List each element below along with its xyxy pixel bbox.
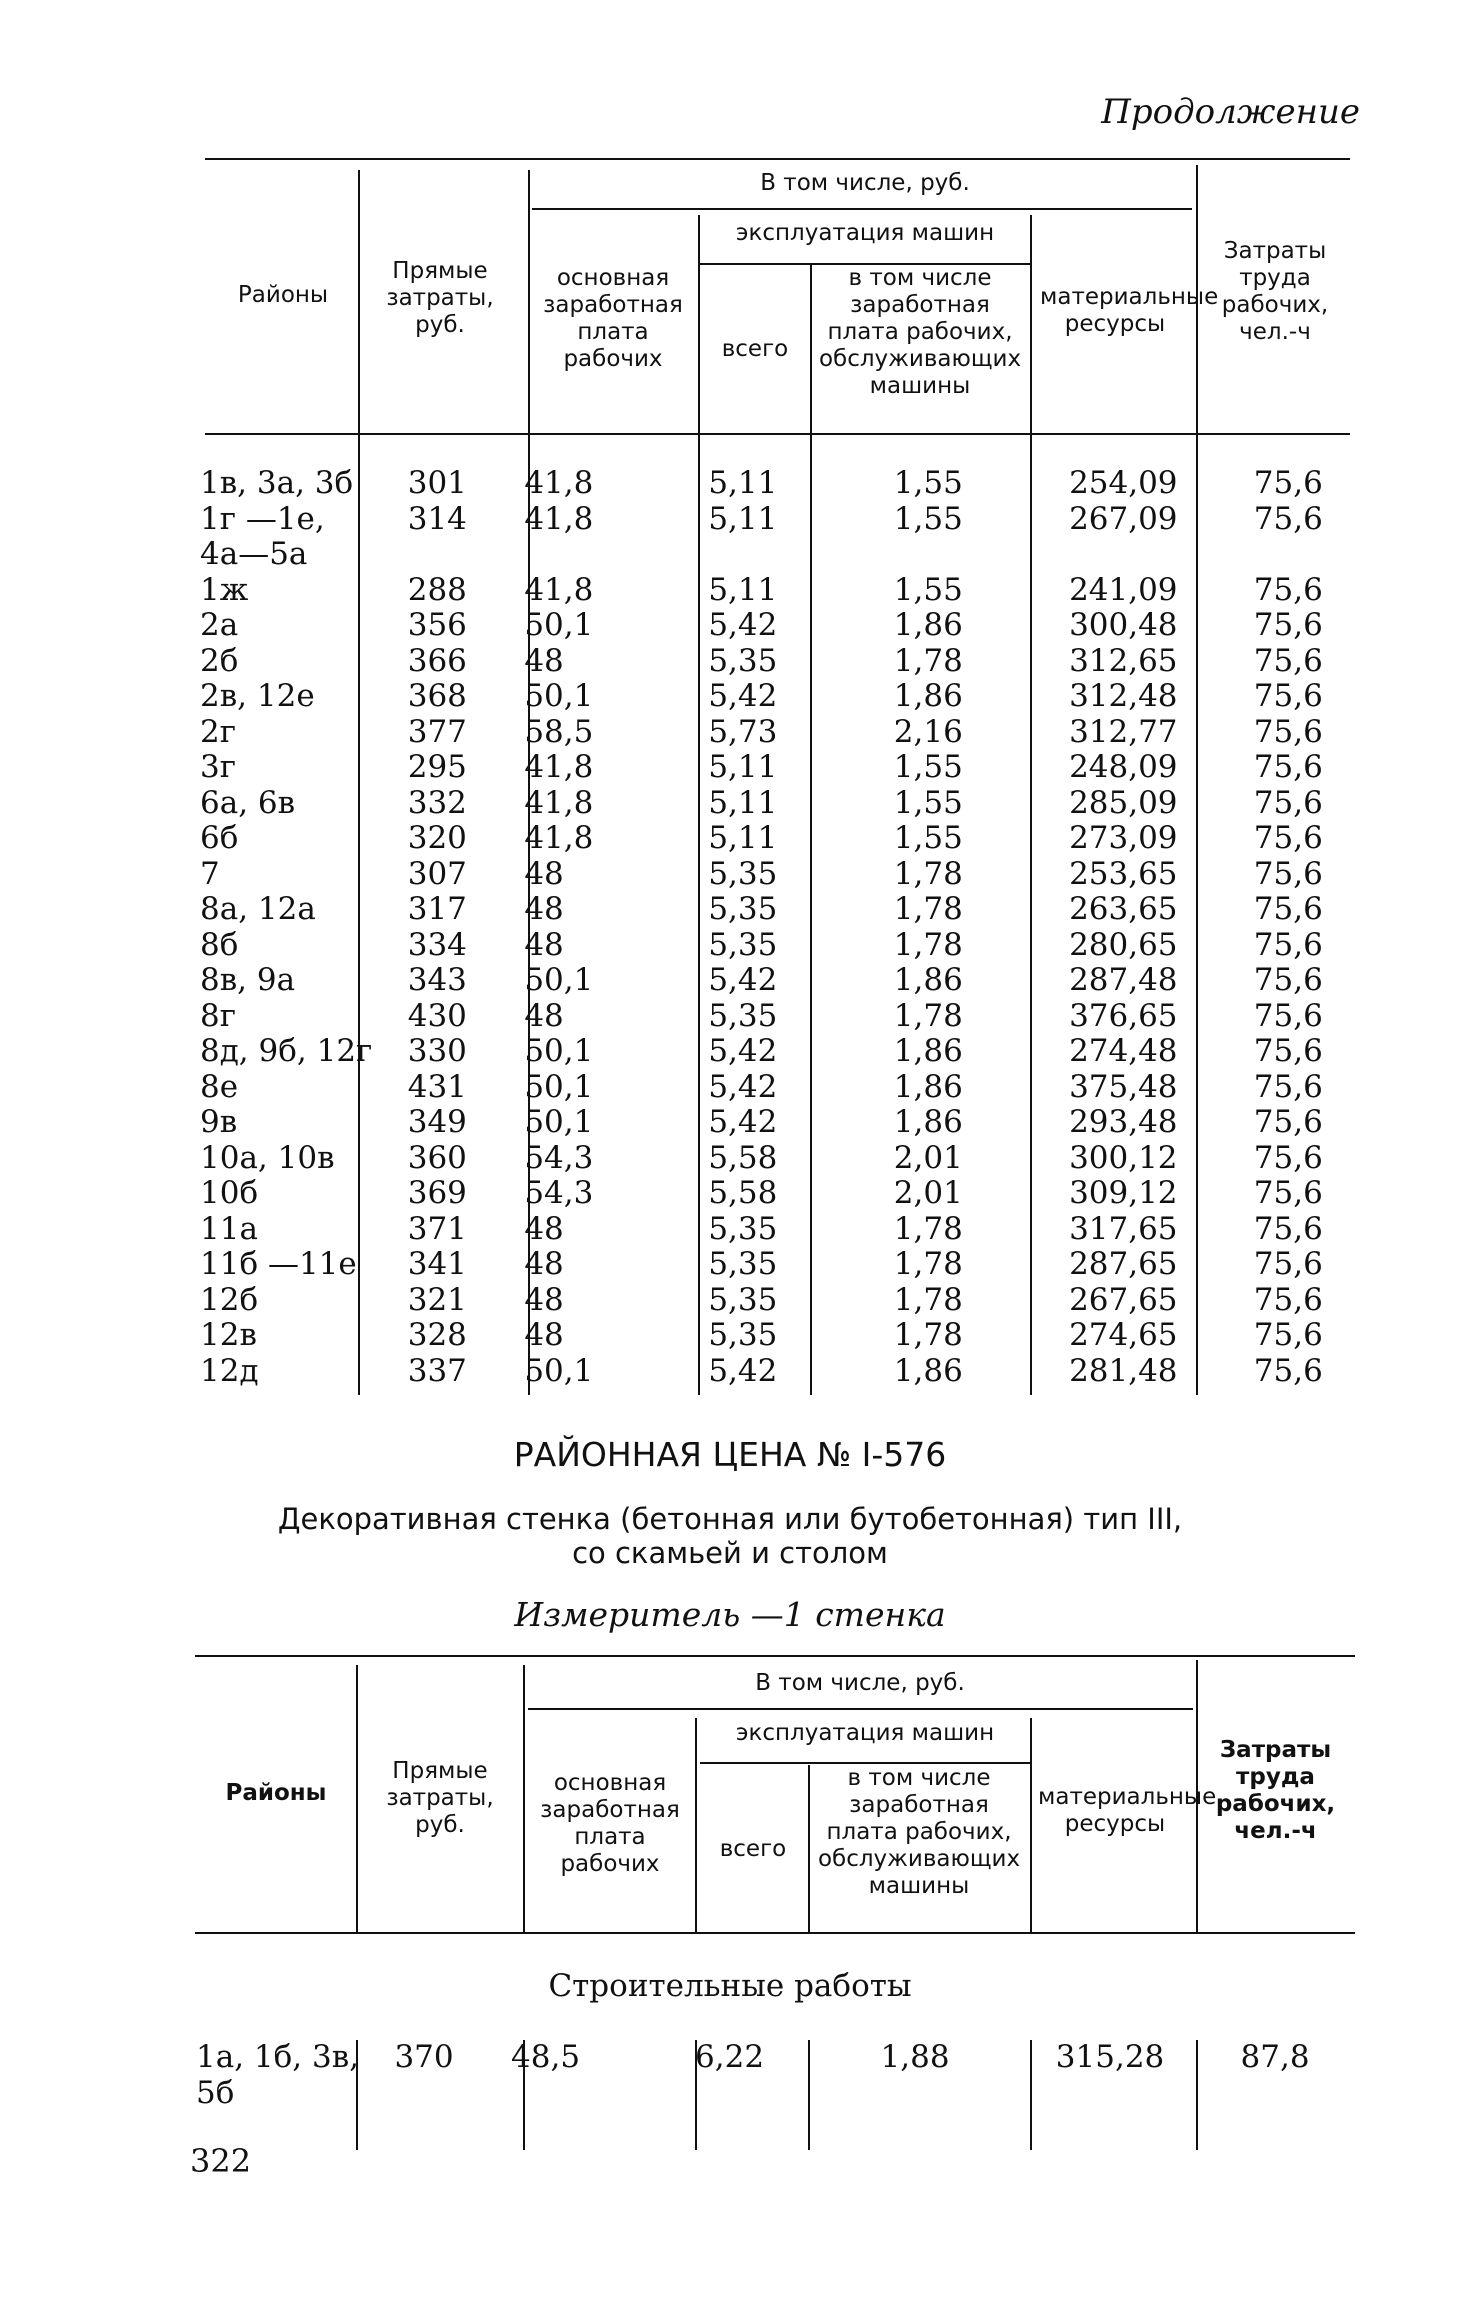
- table-row: [196, 786, 1368, 822]
- table-cell: 1,78: [893, 997, 963, 1034]
- table-cell: 5,11: [708, 784, 778, 821]
- table-cell: 50,1: [524, 1068, 594, 1105]
- table-cell: 267,09: [1069, 500, 1178, 537]
- table-row: [196, 1105, 1368, 1141]
- table-row: [196, 715, 1368, 751]
- header-machine-operation-2: эксплуатация машин: [735, 1720, 995, 1746]
- table-cell: 48: [524, 926, 564, 963]
- table-cell: 328: [407, 1317, 467, 1353]
- table-cell: 5,58: [708, 1139, 778, 1176]
- table-row: [196, 573, 1368, 609]
- table-cell: 5,42: [708, 1068, 778, 1105]
- table-cell: 5,35: [708, 1246, 778, 1282]
- table-cell: 332: [407, 784, 467, 821]
- table-cell: 280,65: [1069, 926, 1178, 963]
- table-row: [196, 928, 1368, 964]
- table-cell: 50,1: [524, 607, 594, 643]
- table-cell: 1,55: [893, 820, 963, 856]
- table-cell: 48,5: [511, 2039, 581, 2075]
- table-cell: 366: [407, 642, 467, 679]
- table-cell: 300,12: [1069, 1139, 1178, 1176]
- table-cell: 75,6: [1253, 1175, 1323, 1211]
- table-cell: 1,55: [893, 571, 963, 608]
- table-cell: 5,11: [708, 465, 778, 501]
- table-cell: 5,35: [708, 891, 778, 927]
- table-cell: 356: [407, 607, 467, 643]
- header-including-wage-2: в том числе заработная плата рабочих, обслуживающих машины: [817, 1765, 1021, 1899]
- header-direct-costs: Прямые затраты, руб.: [386, 258, 494, 338]
- table-cell: 274,65: [1069, 1317, 1178, 1353]
- table-cell: 48: [524, 1317, 564, 1353]
- header-base-wage: основная заработная плата рабочих: [543, 265, 683, 372]
- table-cell: [372, 537, 502, 573]
- table-cell: 6б: [200, 820, 239, 856]
- table-cell: 10б: [200, 1175, 259, 1211]
- table-cell: 75,6: [1253, 1139, 1323, 1176]
- table-cell: 368: [407, 678, 467, 714]
- table-cell: 312,65: [1069, 642, 1178, 679]
- table-cell: 267,65: [1069, 1281, 1178, 1318]
- table-row: [196, 1141, 1368, 1177]
- table-cell: 48: [524, 855, 564, 892]
- table-cell: 274,48: [1069, 1033, 1178, 1069]
- table-cell: 58,5: [524, 713, 594, 750]
- table-cell: 12в: [200, 1317, 257, 1353]
- header-direct-costs-2: Прямые затраты, руб.: [386, 1758, 494, 1838]
- table-cell: 75,6: [1253, 1352, 1323, 1389]
- table-cell: 312,77: [1069, 713, 1178, 750]
- price-title: РАЙОННАЯ ЦЕНА № I-576: [513, 1435, 947, 1474]
- table-cell: 369: [407, 1175, 467, 1211]
- table-cell: 337: [407, 1352, 467, 1389]
- table-cell: 50,1: [524, 1033, 594, 1069]
- table-cell: 254,09: [1069, 465, 1178, 501]
- table-row: [192, 2040, 1355, 2076]
- table-cell: 54,3: [524, 1175, 594, 1211]
- table-cell: 5,42: [708, 1033, 778, 1069]
- table-cell: 1а, 1б, 3в,: [196, 2039, 360, 2075]
- table-cell: 8в, 9а: [200, 962, 296, 998]
- header-total-2: всего: [719, 1836, 787, 1862]
- table-cell: 9в: [200, 1104, 238, 1140]
- table-cell: 312,48: [1069, 678, 1178, 714]
- table-cell: 5,11: [708, 500, 778, 537]
- table-row: [196, 1176, 1368, 1212]
- table-row: [196, 502, 1368, 538]
- table-cell: 5,35: [708, 926, 778, 963]
- table-cell: 375,48: [1069, 1068, 1178, 1105]
- table-2-body: [192, 2040, 1355, 2111]
- table-cell: 1,55: [893, 749, 963, 785]
- table-row: [196, 1283, 1368, 1319]
- table-cell: 1,86: [893, 1033, 963, 1069]
- table-cell: 5,35: [708, 1281, 778, 1318]
- table-cell: 50,1: [524, 1352, 594, 1389]
- table-cell: 2,16: [893, 713, 963, 750]
- table-cell: 75,6: [1253, 962, 1323, 998]
- table-row: [196, 963, 1368, 999]
- table-cell: 1,86: [893, 678, 963, 714]
- table-cell: 50,1: [524, 1104, 594, 1140]
- header-materials: материальные ресурсы: [1040, 284, 1219, 337]
- table-cell: 6а, 6в: [200, 784, 296, 821]
- table-cell: 41,8: [524, 571, 594, 608]
- table-cell: 75,6: [1253, 1104, 1323, 1140]
- table-cell: [1025, 2076, 1195, 2112]
- table-cell: 314: [407, 500, 467, 537]
- header-base-wage-2: основная заработная плата рабочих: [540, 1770, 680, 1877]
- table-cell: [1038, 537, 1208, 573]
- table-cell: 370: [394, 2039, 454, 2075]
- table-row: [196, 999, 1368, 1035]
- table-cell: 1,78: [893, 1246, 963, 1282]
- table-cell: 1,78: [893, 1210, 963, 1247]
- price-description-line1: Декоративная стенка (бетонная или бутобетонная) тип III,: [277, 1502, 1183, 1536]
- continued-label: Продолжение: [1101, 92, 1360, 132]
- header-labor: Затраты труда рабочих, чел.-ч: [1221, 238, 1329, 345]
- table-row: [196, 466, 1368, 502]
- table-cell: 75,6: [1253, 713, 1323, 750]
- table-cell: 288: [407, 571, 467, 608]
- table-cell: 377: [407, 713, 467, 750]
- table-cell: [502, 537, 694, 573]
- table-cell: 1,78: [893, 1317, 963, 1353]
- table-cell: 293,48: [1069, 1104, 1178, 1140]
- table-row: [196, 1034, 1368, 1070]
- table-cell: 10а, 10в: [200, 1139, 335, 1176]
- table-row: [192, 2076, 1355, 2112]
- table-cell: 5,11: [708, 571, 778, 608]
- table-cell: 50,1: [524, 678, 594, 714]
- table-cell: 75,6: [1253, 678, 1323, 714]
- table-cell: 285,09: [1069, 784, 1178, 821]
- table-cell: 75,6: [1253, 1246, 1323, 1282]
- table-cell: 12д: [200, 1352, 259, 1389]
- table-row: [196, 821, 1368, 857]
- header-machine-operation: эксплуатация машин: [735, 220, 995, 246]
- table-1-body: [196, 466, 1368, 1389]
- table-cell: 12б: [200, 1281, 259, 1318]
- table-row: [196, 644, 1368, 680]
- table-cell: 6,22: [695, 2039, 765, 2075]
- price-description-line2: со скамьей и столом: [572, 1536, 888, 1570]
- table-cell: 75,6: [1253, 926, 1323, 963]
- table-cell: 75,6: [1253, 997, 1323, 1034]
- table-cell: 295: [407, 749, 467, 785]
- table-cell: 41,8: [524, 784, 594, 821]
- table-cell: 11а: [200, 1210, 258, 1247]
- table-row: [196, 537, 1368, 573]
- table-cell: 349: [407, 1104, 467, 1140]
- table-cell: 75,6: [1253, 749, 1323, 785]
- table-cell: 287,48: [1069, 962, 1178, 998]
- table-cell: 75,6: [1253, 1210, 1323, 1247]
- header-labor-2: Затраты труда рабочих, чел.-ч: [1215, 1737, 1336, 1844]
- table-cell: 75,6: [1253, 1317, 1323, 1353]
- table-cell: 281,48: [1069, 1352, 1178, 1389]
- section-title: Строительные работы: [548, 1968, 912, 2004]
- table-cell: 7: [200, 855, 220, 892]
- table-cell: 321: [407, 1281, 467, 1318]
- table-cell: 48: [524, 1246, 564, 1282]
- table-cell: 1,78: [893, 926, 963, 963]
- table-cell: 1,78: [893, 1281, 963, 1318]
- table-cell: 48: [524, 1281, 564, 1318]
- table-cell: 5,73: [708, 713, 778, 750]
- table-cell: 430: [407, 997, 467, 1034]
- table-cell: 320: [407, 820, 467, 856]
- table-row: [196, 1212, 1368, 1248]
- table-cell: 330: [407, 1033, 467, 1069]
- table-cell: 41,8: [524, 465, 594, 501]
- table-cell: 5,35: [708, 1317, 778, 1353]
- table-cell: 41,8: [524, 749, 594, 785]
- table-cell: 2,01: [893, 1139, 963, 1176]
- table-cell: 1в, 3а, 3б: [200, 465, 354, 501]
- table-cell: 5,11: [708, 749, 778, 785]
- header-total: всего: [721, 336, 789, 362]
- table-cell: 11б —11е: [200, 1246, 357, 1282]
- table-cell: 309,12: [1069, 1175, 1178, 1211]
- table-cell: 1,78: [893, 855, 963, 892]
- table-cell: 2,01: [893, 1175, 963, 1211]
- table-cell: 1,86: [893, 607, 963, 643]
- table-cell: 1,86: [893, 1352, 963, 1389]
- table-cell: 371: [407, 1210, 467, 1247]
- table-cell: 315,28: [1055, 2039, 1165, 2075]
- table-row: [196, 1318, 1368, 1354]
- table-cell: 1,55: [893, 500, 963, 537]
- table-cell: 241,09: [1069, 571, 1178, 608]
- header-regions: Районы: [237, 282, 329, 308]
- table-cell: 8д, 9б, 12г: [200, 1033, 373, 1069]
- header-materials-2: материальные ресурсы: [1038, 1784, 1217, 1837]
- table-cell: 48: [524, 891, 564, 927]
- table-cell: 75,6: [1253, 1068, 1323, 1105]
- table-cell: 75,6: [1253, 642, 1323, 679]
- table-cell: 431: [407, 1068, 467, 1105]
- table-row: [196, 1354, 1368, 1390]
- table-cell: 75,6: [1253, 1281, 1323, 1318]
- table-cell: 75,6: [1253, 784, 1323, 821]
- table-cell: 5,35: [708, 1210, 778, 1247]
- table-cell: 5,35: [708, 642, 778, 679]
- table-cell: 2в, 12е: [200, 678, 315, 714]
- table-row: [196, 1247, 1368, 1283]
- table-cell: [818, 537, 1038, 573]
- table-cell: 8а, 12а: [200, 891, 316, 927]
- table-row: [196, 679, 1368, 715]
- table-cell: 75,6: [1253, 1033, 1323, 1069]
- table-cell: [694, 537, 818, 573]
- table-cell: 5,35: [708, 855, 778, 892]
- table-cell: 307: [407, 855, 467, 892]
- table-cell: 8е: [200, 1068, 239, 1105]
- table-row: [196, 1070, 1368, 1106]
- table-cell: 2а: [200, 607, 239, 643]
- table-cell: 41,8: [524, 500, 594, 537]
- table-cell: 50,1: [524, 962, 594, 998]
- table-cell: 253,65: [1069, 855, 1178, 892]
- table-cell: 5,58: [708, 1175, 778, 1211]
- table-cell: 5,42: [708, 678, 778, 714]
- header-including: В том числе, руб.: [760, 170, 970, 196]
- table-cell: 1,88: [880, 2039, 950, 2075]
- table-row: [196, 857, 1368, 893]
- table-cell: 2б: [200, 642, 239, 679]
- table-cell: [489, 2076, 681, 2112]
- table-cell: [359, 2076, 489, 2112]
- table-cell: [1208, 537, 1368, 573]
- table-cell: [805, 2076, 1025, 2112]
- table-cell: 1,86: [893, 1068, 963, 1105]
- table-cell: 1,78: [893, 891, 963, 927]
- table-cell: 360: [407, 1139, 467, 1176]
- table-cell: 75,6: [1253, 465, 1323, 501]
- page-number: 322: [190, 2142, 252, 2180]
- table-cell: 5б: [196, 2074, 235, 2111]
- header-regions-2: Районы: [225, 1780, 327, 1806]
- table-cell: 75,6: [1253, 855, 1323, 892]
- header-including-2: В том числе, руб.: [755, 1670, 965, 1696]
- table-row: [196, 750, 1368, 786]
- table-cell: 343: [407, 962, 467, 998]
- table-cell: 317: [407, 891, 467, 927]
- table-cell: 334: [407, 926, 467, 963]
- table-cell: 5,35: [708, 997, 778, 1034]
- table-cell: 75,6: [1253, 891, 1323, 927]
- table-cell: 1,55: [893, 465, 963, 501]
- table-cell: 1,78: [893, 642, 963, 679]
- table-cell: 1ж: [200, 571, 249, 608]
- table-cell: 5,42: [708, 1352, 778, 1389]
- table-cell: 1г —1е,: [200, 500, 325, 537]
- table-cell: 75,6: [1253, 607, 1323, 643]
- table-row: [196, 892, 1368, 928]
- measure: Измеритель —1 стенка: [514, 1595, 946, 1634]
- table-cell: 87,8: [1240, 2039, 1310, 2075]
- table-cell: 5,42: [708, 607, 778, 643]
- table-cell: 75,6: [1253, 500, 1323, 537]
- table-cell: 5,42: [708, 1104, 778, 1140]
- table-cell: 273,09: [1069, 820, 1178, 856]
- table-cell: 8г: [200, 997, 236, 1034]
- table-cell: [681, 2076, 805, 2112]
- table-cell: 8б: [200, 926, 239, 963]
- table-cell: 1,55: [893, 784, 963, 821]
- table-cell: 41,8: [524, 820, 594, 856]
- table-cell: 4а—5а: [200, 536, 308, 572]
- table-cell: 341: [407, 1246, 467, 1282]
- table-cell: 54,3: [524, 1139, 594, 1176]
- table-cell: 301: [407, 465, 467, 501]
- table-cell: 5,42: [708, 962, 778, 998]
- table-cell: 48: [524, 997, 564, 1034]
- table-cell: 5,11: [708, 820, 778, 856]
- table-cell: 300,48: [1069, 607, 1178, 643]
- table-cell: 287,65: [1069, 1246, 1178, 1282]
- table-cell: [1195, 2076, 1355, 2112]
- table-cell: 376,65: [1069, 997, 1178, 1034]
- table-cell: 1,86: [893, 1104, 963, 1140]
- table-cell: 3г: [200, 749, 236, 785]
- table-cell: 75,6: [1253, 571, 1323, 608]
- table-cell: 48: [524, 1210, 564, 1247]
- table-row: [196, 608, 1368, 644]
- header-including-wage: в том числе заработная плата рабочих, обслуживающих машины: [818, 265, 1022, 399]
- table-cell: 263,65: [1069, 891, 1178, 927]
- table-cell: 317,65: [1069, 1210, 1178, 1247]
- table-cell: 1,86: [893, 962, 963, 998]
- table-cell: 2г: [200, 713, 236, 750]
- table-cell: 75,6: [1253, 820, 1323, 856]
- table-cell: 48: [524, 642, 564, 679]
- table-cell: 248,09: [1069, 749, 1178, 785]
